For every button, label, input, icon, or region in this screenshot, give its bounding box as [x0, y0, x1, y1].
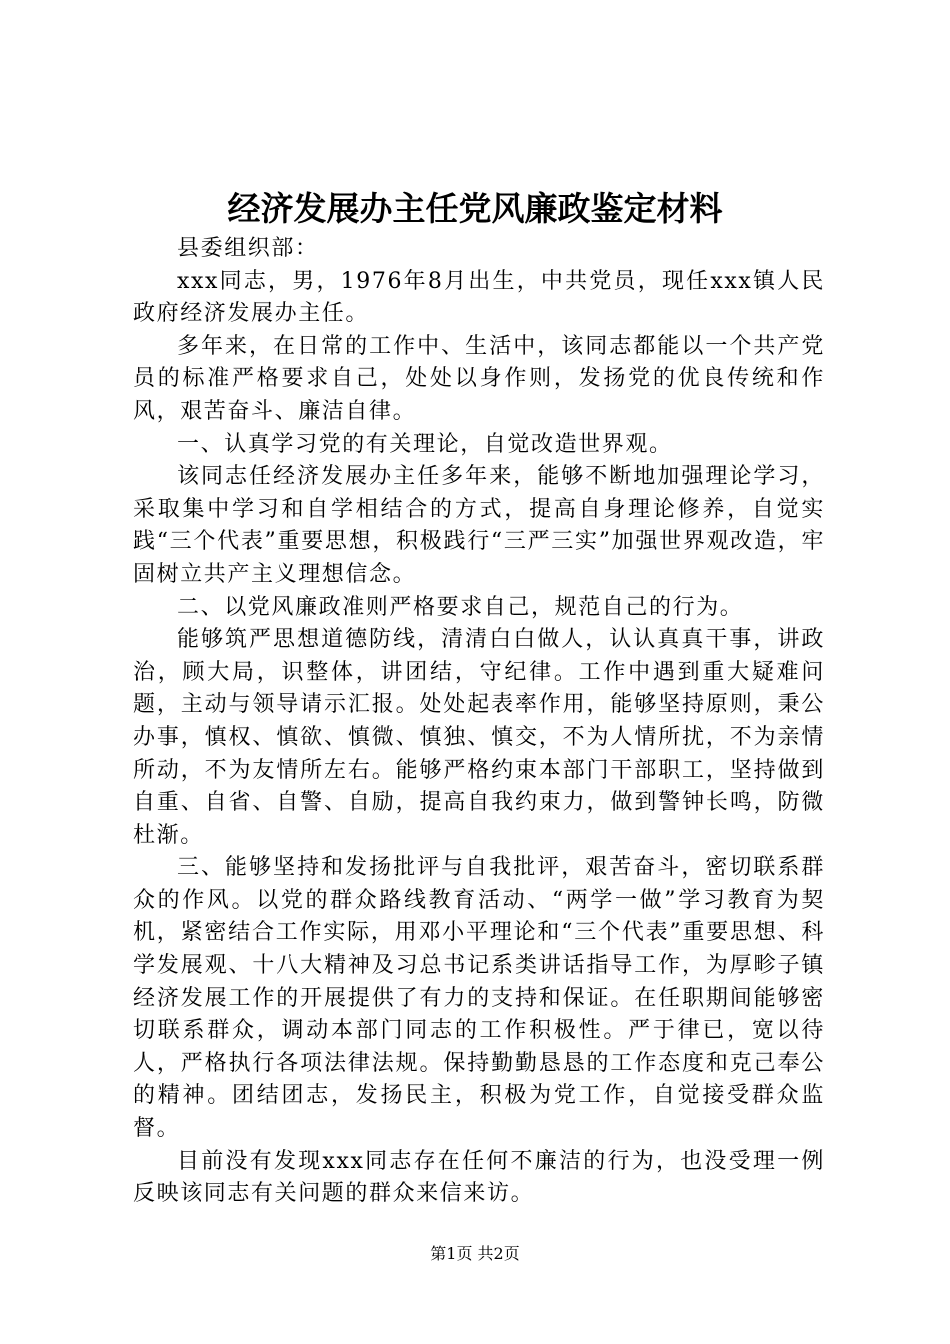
paragraph-conclusion: 目前没有发现xxx同志存在任何不廉洁的行为，也没受理一例反映该同志有关问题的群众来信来访。: [133, 1148, 825, 1207]
paragraph-salutation: 县委组织部：: [177, 236, 319, 261]
document-body: [133, 233, 825, 1211]
paragraph-basic-info: xxx同志，男，1976年8月出生，中共党员，现任xxx镇人民政府经济发展办主任。: [133, 268, 825, 327]
section-heading-1: 一、认真学习党的有关理论，自觉改造世界观。: [177, 431, 673, 457]
paragraph-summary: 多年来，在日常的工作中、生活中，该同志都能以一个共产党员的标准严格要求自己，处处以身作则，发扬党的优良传统和作风，艰苦奋斗、廉洁自律。: [133, 333, 825, 424]
paragraph-section-2: 能够筑严思想道德防线，清清白白做人，认认真真干事，讲政治，顾大局，识整体，讲团结，守纪律。工作中遇到重大疑难问题，主动与领导请示汇报。处处起表率作用，能够坚持原则，秉公办事，慎权、慎欲、慎微、慎独、慎交，不为人情所扰，不为亲情所动，不为友情所左右。能够严格约束本部门干部职工，坚持做到自重、自省、自警、自励，提高自我约束力，做到警钟长鸣，防微杜渐。: [133, 627, 825, 848]
paragraph-section-1: 该同志任经济发展办主任多年来，能够不断地加强理论学习，采取集中学习和自学相结合的方式，提高自身理论修养，自觉实践“三个代表”重要思想，积极践行“三严三实”加强世界观改造，牢固树立共产主义理想信念。: [133, 464, 825, 587]
section-heading-2: 二、以党风廉政准则严格要求自己，规范自己的行为。: [177, 594, 744, 620]
document-title: 经济发展办主任党风廉政鉴定材料: [227, 189, 723, 228]
paragraph-section-3: 三、能够坚持和发扬批评与自我批评，艰苦奋斗，密切联系群众的作风。以党的群众路线教育活动、“两学一做”学习教育为契机，紧密结合工作实际，用邓小平理论和“三个代表”重要思想、科学发展观、十八大精神及习总书记系类讲话指导工作，为厚畛子镇经济发展工作的开展提供了有力的支持和保证。在任职期间能够密切联系群众，调动本部门同志的工作积极性。严于律已，宽以待人，严格执行各项法律法规。保持勤勤恳恳的工作态度和克己奉公的精神。团结团志，发扬民主，积极为党工作，自觉接受群众监督。: [133, 855, 825, 1142]
page-number-footer: 第1页 共2页: [430, 1244, 520, 1263]
